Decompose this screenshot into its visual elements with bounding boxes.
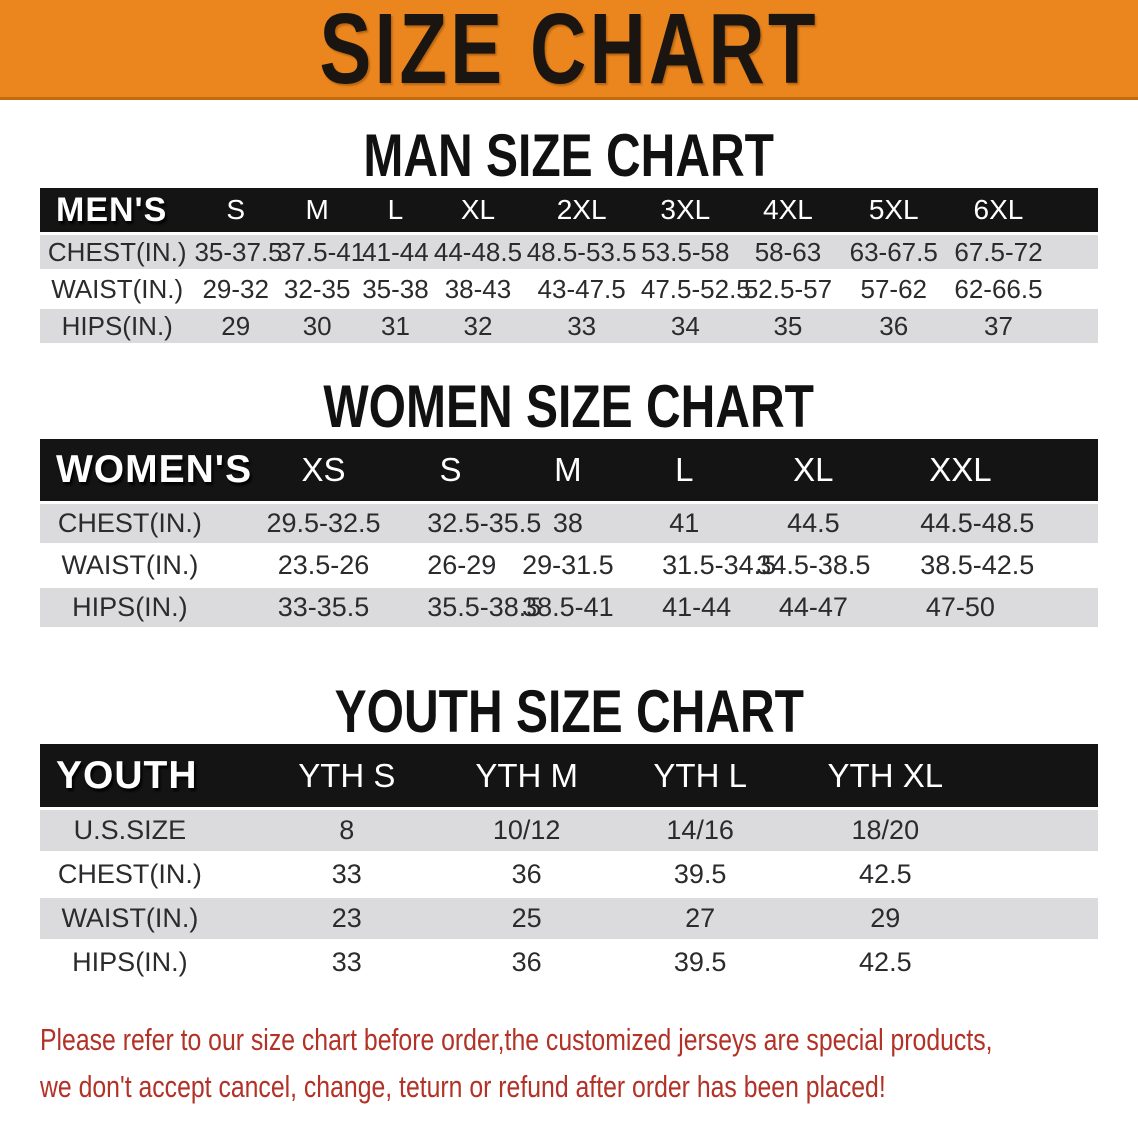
size-cell: 38-43: [444, 273, 512, 304]
women-row-chest: [40, 504, 1098, 543]
men-col-header: M: [305, 194, 329, 225]
size-chart-banner: [0, 0, 1138, 105]
size-cell: 14/16: [666, 815, 734, 845]
men-size-table: [40, 185, 1098, 346]
women-col-header: L: [675, 451, 694, 488]
youth-header-row: [40, 744, 1098, 807]
size-cell: 26-29: [427, 550, 497, 580]
size-cell: 44-47: [778, 592, 848, 622]
size-cell: 42.5: [859, 859, 912, 889]
youth-corner-label: YOUTH: [56, 753, 198, 797]
women-col-header: S: [439, 451, 462, 488]
row-label: CHEST(IN.): [57, 508, 202, 538]
size-cell: 47-50: [925, 592, 995, 622]
size-cell: 8: [339, 815, 355, 845]
order-policy-line-1: Please refer to our size chart before order,the customized jerseys are special products,: [40, 1022, 993, 1057]
size-cell: 10/12: [492, 815, 561, 845]
size-cell: 36: [511, 947, 542, 977]
spacer-cell: [1056, 235, 1098, 269]
size-cell: 44-48.5: [433, 236, 523, 267]
size-cell: 33-35.5: [277, 592, 370, 622]
size-cell: 32: [463, 310, 493, 341]
size-cell: 35-38: [362, 273, 429, 304]
size-cell: 31.5-34.5: [662, 550, 777, 580]
women-corner-label: WOMEN'S: [56, 448, 253, 491]
women-row-hips: [40, 588, 1098, 627]
size-cell: 42.5: [859, 947, 912, 977]
youth-col-header: YTH L: [653, 756, 747, 794]
size-cell: 39.5: [673, 859, 727, 889]
size-cell: 29: [221, 310, 251, 341]
women-section-title-text: WOMEN SIZE CHART: [323, 373, 815, 440]
order-policy-line-2: we don't accept cancel, change, teturn or refund after order has been placed!: [40, 1069, 886, 1104]
size-cell: 62-66.5: [954, 273, 1043, 304]
size-cell: 36: [879, 310, 909, 341]
men-header-row: [40, 188, 1098, 232]
size-cell: 44.5-48.5: [920, 508, 1035, 538]
men-col-header: S: [226, 194, 246, 225]
women-row-waist: [40, 546, 1098, 585]
men-col-header: XL: [460, 194, 496, 225]
youth-size-table: [40, 741, 1098, 986]
youth-row-ussize: [40, 810, 1098, 851]
men-col-header: 3XL: [660, 194, 711, 225]
size-cell: 35-37.5: [194, 236, 283, 267]
size-cell: 41-44: [662, 592, 732, 622]
youth-section-title: [0, 678, 1138, 745]
man-section-title: [0, 122, 1138, 189]
spacer-cell: [950, 744, 1098, 807]
youth-row-waist: [40, 898, 1098, 939]
size-cell: 37: [984, 310, 1013, 341]
spacer-cell: [1056, 272, 1098, 306]
women-col-header: M: [554, 451, 582, 488]
men-col-header: 2XL: [556, 194, 607, 225]
men-row-hips: [40, 309, 1098, 343]
row-label: WAIST(IN.): [51, 273, 184, 304]
size-cell: 67.5-72: [954, 236, 1043, 267]
men-col-header: 5XL: [868, 194, 919, 225]
size-cell: 52.5-57: [743, 273, 833, 304]
size-cell: 37.5-41: [276, 236, 366, 267]
size-cell: 29: [870, 903, 901, 933]
spacer-cell: [1056, 188, 1098, 232]
women-col-header: XS: [301, 451, 346, 488]
men-corner-label: MEN'S: [56, 190, 168, 229]
size-cell: 33: [331, 859, 362, 889]
size-cell: 33: [567, 310, 597, 341]
men-col-header: 6XL: [973, 194, 1024, 225]
size-cell: 18/20: [851, 815, 920, 845]
size-cell: 30: [302, 310, 332, 341]
size-cell: 23: [331, 903, 362, 933]
size-cell: 27: [685, 903, 716, 933]
youth-col-header: YTH M: [475, 756, 578, 794]
size-cell: 34: [670, 310, 700, 341]
size-cell: 41: [669, 508, 700, 538]
size-cell: 57-62: [860, 273, 927, 304]
women-section-title: [0, 373, 1138, 440]
row-label: U.S.SIZE: [73, 815, 187, 845]
size-cell: 35: [773, 310, 803, 341]
row-label: WAIST(IN.): [61, 903, 199, 933]
size-cell: 38.5-42.5: [920, 550, 1035, 580]
size-cell: 32.5-35.5: [427, 508, 542, 538]
size-cell: 35.5-38.5: [427, 592, 542, 622]
row-label: HIPS(IN.): [61, 310, 173, 341]
size-cell: 63-67.5: [849, 236, 938, 267]
size-cell: 29-32: [202, 273, 269, 304]
size-cell: 41-44: [362, 236, 429, 267]
spacer-cell: [1001, 588, 1098, 627]
spacer-cell: [1001, 439, 1098, 501]
size-cell: 23.5-26: [277, 550, 370, 580]
spacer-cell: [950, 854, 1098, 895]
size-cell: 29-31.5: [522, 550, 614, 580]
size-cell: 32-35: [283, 273, 351, 304]
women-size-table: [40, 436, 1098, 630]
spacer-cell: [950, 810, 1098, 851]
row-label: CHEST(IN.): [57, 859, 202, 889]
men-row-chest: [40, 235, 1098, 269]
men-col-header: L: [387, 194, 404, 225]
youth-section-title-text: YOUTH SIZE CHART: [334, 678, 804, 745]
man-section-title-text: MAN SIZE CHART: [363, 122, 775, 189]
row-label: HIPS(IN.): [72, 592, 188, 622]
row-label: CHEST(IN.): [47, 236, 187, 267]
size-cell: 48.5-53.5: [526, 236, 637, 267]
size-cell: 43-47.5: [537, 273, 626, 304]
banner-title: SIZE CHART: [319, 0, 819, 105]
size-cell: 44.5: [787, 508, 840, 538]
women-col-header: XL: [793, 451, 834, 488]
youth-row-hips: [40, 942, 1098, 983]
size-cell: 36: [511, 859, 542, 889]
size-cell: 53.5-58: [641, 236, 730, 267]
youth-col-header: YTH XL: [827, 756, 944, 794]
size-cell: 34.5-38.5: [756, 550, 871, 580]
spacer-cell: [1056, 309, 1098, 343]
men-row-waist: [40, 272, 1098, 306]
youth-col-header: YTH S: [298, 756, 396, 794]
row-label: HIPS(IN.): [72, 947, 188, 977]
size-cell: 38: [552, 508, 583, 538]
size-cell: 25: [511, 903, 542, 933]
size-cell: 39.5: [673, 947, 727, 977]
size-cell: 33: [331, 947, 362, 977]
women-col-header: XXL: [929, 451, 992, 488]
row-label: WAIST(IN.): [61, 550, 199, 580]
order-policy-note: [40, 1016, 1138, 1110]
size-cell: 47.5-52.5: [640, 273, 751, 304]
spacer-cell: [950, 898, 1098, 939]
spacer-cell: [950, 942, 1098, 983]
size-cell: 29.5-32.5: [266, 508, 381, 538]
youth-row-chest: [40, 854, 1098, 895]
men-col-header: 4XL: [763, 194, 813, 225]
size-cell: 31: [381, 310, 410, 341]
women-header-row: [40, 439, 1098, 501]
size-cell: 38.5-41: [522, 592, 614, 622]
size-cell: 58-63: [754, 236, 822, 267]
